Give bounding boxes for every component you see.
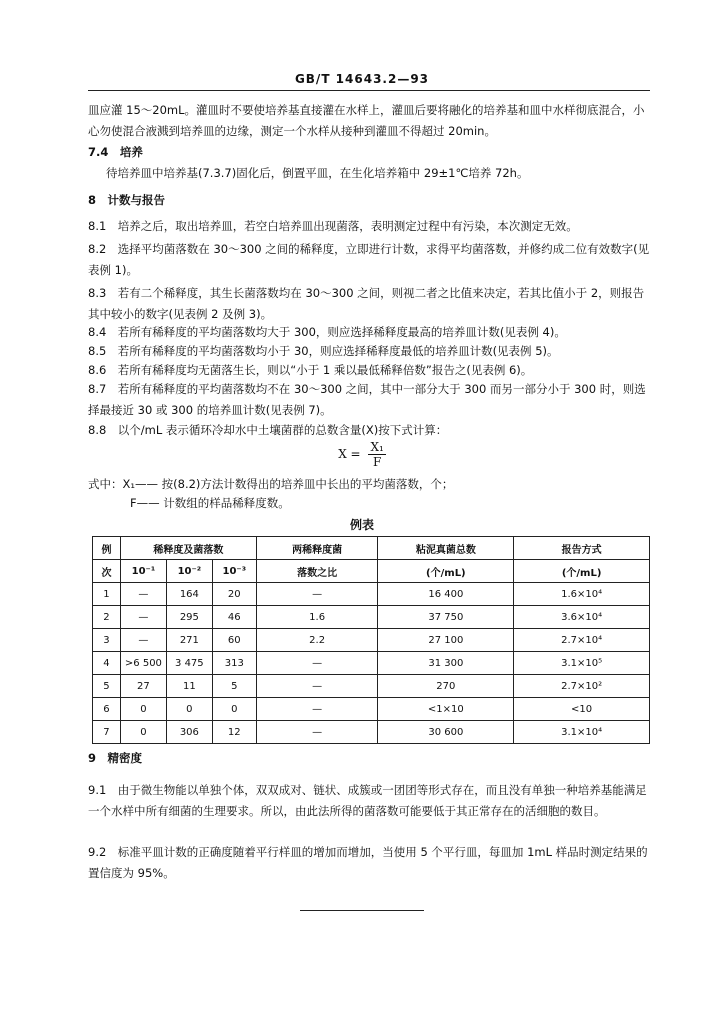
formula-lhs: X = xyxy=(338,447,361,461)
cell-ratio: — xyxy=(256,698,378,721)
table-row xyxy=(93,606,650,629)
cell-report: 2.7×10² xyxy=(514,675,650,698)
cell-report: 2.7×10⁴ xyxy=(514,629,650,652)
cell-d2: 11 xyxy=(166,675,212,698)
cell-d3: 12 xyxy=(212,721,256,744)
cell-d1: — xyxy=(120,629,166,652)
cell-d1: 0 xyxy=(120,698,166,721)
end-divider xyxy=(300,910,424,911)
item-8-7: 8.7 若所有稀释度的平均菌落数均不在 30～300 之间，其中一部分大于 300 而另一部分小于 300 时，则选择最接近 30 或 300 的培养皿计数(见表例 7)。 xyxy=(88,382,646,417)
cell-d3: 60 xyxy=(212,629,256,652)
header-ratio-2: 落数之比 xyxy=(256,560,378,583)
cell-ratio: — xyxy=(256,652,378,675)
cell-d3: 0 xyxy=(212,698,256,721)
cell-d2: 271 xyxy=(166,629,212,652)
header-total: 粘泥真菌总数 xyxy=(378,537,514,560)
table-row xyxy=(93,721,650,744)
item-9-2: 9.2 标准平皿计数的正确度随着平行样皿的增加而增加，当使用 5 个平行皿，每皿加 1mL 样品时测定结果的置信度为 95%。 xyxy=(88,845,648,880)
table-row xyxy=(93,698,650,721)
paragraph-continued: 皿应灌 15～20mL。灌皿时不要使培养基直接灌在水样上，灌皿后要将融化的培养基和皿中水样彻底混合，小心勿使混合液溅到培养皿的边缘，测定一个水样从接种到灌皿不得超过 20min。 xyxy=(88,103,645,138)
header-dilution: 稀释度及菌落数 xyxy=(120,537,256,560)
header-dilution-2: 10⁻² xyxy=(166,560,212,583)
cell-total: 31 300 xyxy=(378,652,514,675)
cell-d1: 27 xyxy=(120,675,166,698)
cell-d1: — xyxy=(120,583,166,606)
formula-numerator: X₁ xyxy=(370,440,384,454)
item-8-8: 8.8 以个/mL 表示循环冷却水中土壤菌群的总数含量(X)按下式计算： xyxy=(88,423,448,437)
cell-n: 2 xyxy=(93,606,121,629)
formula-denominator: F xyxy=(372,455,382,469)
cell-n: 7 xyxy=(93,721,121,744)
cell-report: 3.1×10⁴ xyxy=(514,721,650,744)
cell-total: 30 600 xyxy=(378,721,514,744)
cell-ratio: — xyxy=(256,721,378,744)
table-row xyxy=(93,583,650,606)
cell-total: 27 100 xyxy=(378,629,514,652)
cell-d2: 164 xyxy=(166,583,212,606)
cell-ratio: 2.2 xyxy=(256,629,378,652)
cell-report: 3.1×10⁵ xyxy=(514,652,650,675)
header-rule xyxy=(88,90,650,91)
header-report: 报告方式 xyxy=(514,537,650,560)
cell-d2: 0 xyxy=(166,698,212,721)
formula-fraction xyxy=(368,440,385,469)
cell-n: 6 xyxy=(93,698,121,721)
cell-report: 3.6×10⁴ xyxy=(514,606,650,629)
cell-ratio: — xyxy=(256,675,378,698)
cell-d1: — xyxy=(120,606,166,629)
cell-report: <10 xyxy=(514,698,650,721)
cell-total: <1×10 xyxy=(378,698,514,721)
cell-d3: 313 xyxy=(212,652,256,675)
cell-total: 37 750 xyxy=(378,606,514,629)
cell-d3: 20 xyxy=(212,583,256,606)
table-row xyxy=(93,652,650,675)
section-7-4-title: 7.4 培养 xyxy=(88,145,143,159)
where-line-2: F—— 计数组的样品稀释度数。 xyxy=(130,496,290,510)
section-7-4-text: 待培养皿中培养基(7.3.7)固化后，倒置平皿，在生化培养箱中 29±1℃培养 72h。 xyxy=(106,166,529,180)
cell-report: 1.6×10⁴ xyxy=(514,583,650,606)
cell-ratio: 1.6 xyxy=(256,606,378,629)
table-row xyxy=(93,629,650,652)
item-8-1: 8.1 培养之后，取出培养皿，若空白培养皿出现菌落，表明测定过程中有污染，本次测定无效。 xyxy=(88,219,578,233)
cell-n: 4 xyxy=(93,652,121,675)
item-8-3: 8.3 若有二个稀释度，其生长菌落数均在 30～300 之间，则视二者之比值来决定，若其比值小于 2，则报告其中较小的数字(见表例 2 及例 3)。 xyxy=(88,286,645,321)
cell-d1: 0 xyxy=(120,721,166,744)
header-order: 次 xyxy=(93,560,121,583)
table-row xyxy=(93,675,650,698)
cell-total: 16 400 xyxy=(378,583,514,606)
cell-ratio: — xyxy=(256,583,378,606)
item-9-1: 9.1 由于微生物能以单独个体，双双成对、链状、成簇或一团团等形式存在，而且没有单独一种培养基能满足一个水样中所有细菌的生理要求。所以，由此法所得的菌落数可能要低于其正常存在的活细胞的数目。 xyxy=(88,783,647,818)
formula xyxy=(0,440,724,469)
cell-d2: 3 475 xyxy=(166,652,212,675)
cell-d3: 5 xyxy=(212,675,256,698)
header-report-unit: (个/mL) xyxy=(514,560,650,583)
cell-d2: 306 xyxy=(166,721,212,744)
cell-d1: >6 500 xyxy=(120,652,166,675)
cell-total: 270 xyxy=(378,675,514,698)
standard-header: GB/T 14643.2—93 xyxy=(294,72,430,86)
where-line-1: 式中：X₁—— 按(8.2)方法计数得出的培养皿中长出的平均菌落数，个； xyxy=(88,477,454,491)
cell-d2: 295 xyxy=(166,606,212,629)
header-dilution-1: 10⁻¹ xyxy=(120,560,166,583)
cell-n: 1 xyxy=(93,583,121,606)
item-8-6: 8.6 若所有稀释度均无菌落生长，则以“小于 1 乘以最低稀释倍数”报告之(见表例 6)。 xyxy=(88,363,533,377)
item-8-4: 8.4 若所有稀释度的平均菌落数均大于 300，则应选择稀释度最高的培养皿计数(见表例 4)。 xyxy=(88,325,566,339)
cell-n: 5 xyxy=(93,675,121,698)
table-title: 例表 xyxy=(349,518,374,532)
header-example: 例 xyxy=(93,537,121,560)
header-ratio: 两稀释度菌 xyxy=(256,537,378,560)
section-8-title: 8 计数与报告 xyxy=(88,193,166,207)
item-8-5: 8.5 若所有稀释度的平均菌落数均小于 30，则应选择稀释度最低的培养皿计数(见表例 5)。 xyxy=(88,344,559,358)
header-total-unit: (个/mL) xyxy=(378,560,514,583)
section-9-title: 9 精密度 xyxy=(88,751,143,765)
header-dilution-3: 10⁻³ xyxy=(212,560,256,583)
item-8-2: 8.2 选择平均菌落数在 30～300 之间的稀释度，立即进行计数，求得平均菌落数，并修约成二位有效数字(见表例 1)。 xyxy=(88,242,650,277)
cell-n: 3 xyxy=(93,629,121,652)
cell-d3: 46 xyxy=(212,606,256,629)
example-table xyxy=(92,536,650,744)
